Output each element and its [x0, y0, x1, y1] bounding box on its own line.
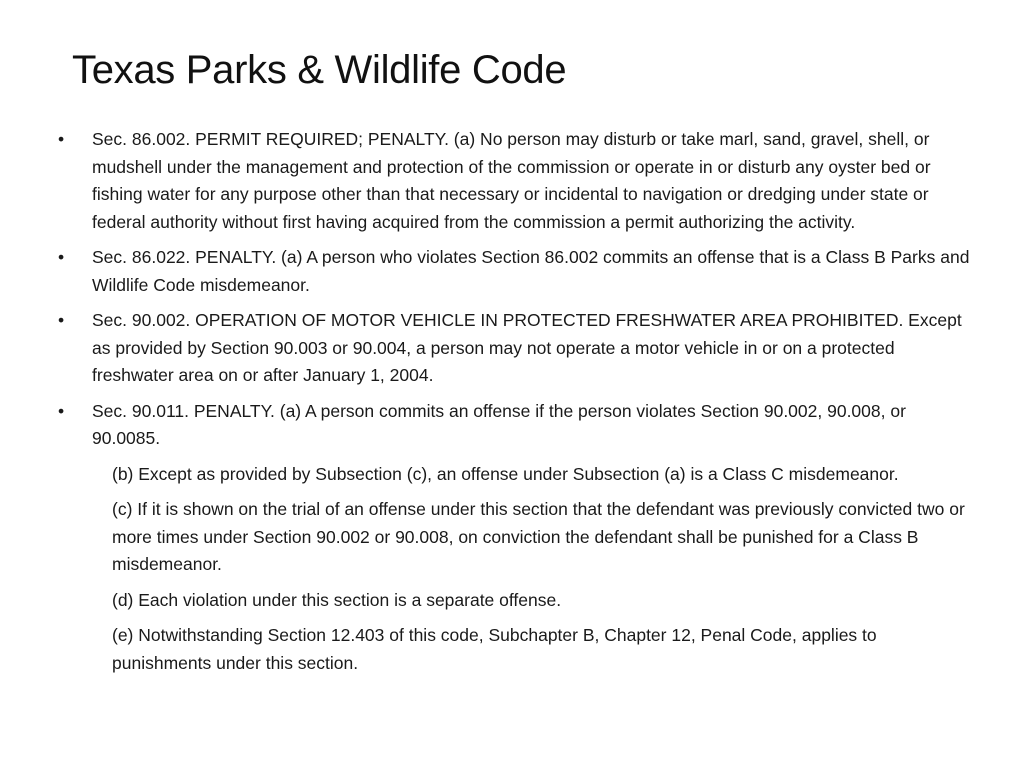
- bullet-icon: •: [58, 129, 65, 149]
- bullet-icon: •: [58, 400, 65, 421]
- slide-title: Texas Parks & Wildlife Code: [72, 48, 567, 92]
- bullet-text: Sec. 90.002. OPERATION OF MOTOR VEHICLE IN PROTECTED FRESHWATER AREA PROHIBITED. Except as provided by Section 90.003 or 90.004, a person may not operate a motor vehicle in or on a protected freshwater area on or after January 1, 2004.: [92, 310, 962, 385]
- bullet-text: Sec. 90.011. PENALTY. (a) A person commits an offense if the person violates Section 90.002, 90.008, or 90.0085.: [92, 400, 906, 448]
- bullet-item: [58, 126, 970, 236]
- sub-item-b: (b) Except as provided by Subsection (c), an offense under Subsection (a) is a Class C misdemeanor.: [112, 463, 899, 484]
- bullet-text: Sec. 86.022. PENALTY. (a) A person who violates Section 86.002 commits an offense that is a Class B Parks and Wildlife Code misdemeanor.: [92, 247, 970, 295]
- bullet-item: [58, 307, 970, 390]
- bullet-icon: •: [58, 310, 65, 330]
- bullet-icon: •: [58, 247, 65, 267]
- sub-item-e: (e) Notwithstanding Section 12.403 of this code, Subchapter B, Chapter 12, Penal Code, applies to punishments under this section.: [112, 625, 877, 673]
- sub-item-c: (c) If it is shown on the trial of an offense under this section that the defendant was previously convicted two or more times under Section 90.002 or 90.008, on conviction the defendant shall be punished for a Class B misdemeanor.: [112, 499, 965, 574]
- bullet-item: [58, 398, 970, 453]
- slide-body: [58, 126, 970, 685]
- bullet-text: Sec. 86.002. PERMIT REQUIRED; PENALTY. (a) No person may disturb or take marl, sand, gravel, shell, or mudshell under the management and protection of the commission or operate in or disturb any oyster bed or fishing water for any purpose other than that necessary or incidental to navigation or dredging under state or federal authority without first having acquired from the commission a permit authorizing the activity.: [92, 129, 931, 232]
- sub-item-d: (d) Each violation under this section is a separate offense.: [112, 589, 562, 610]
- bullet-item: [58, 244, 970, 299]
